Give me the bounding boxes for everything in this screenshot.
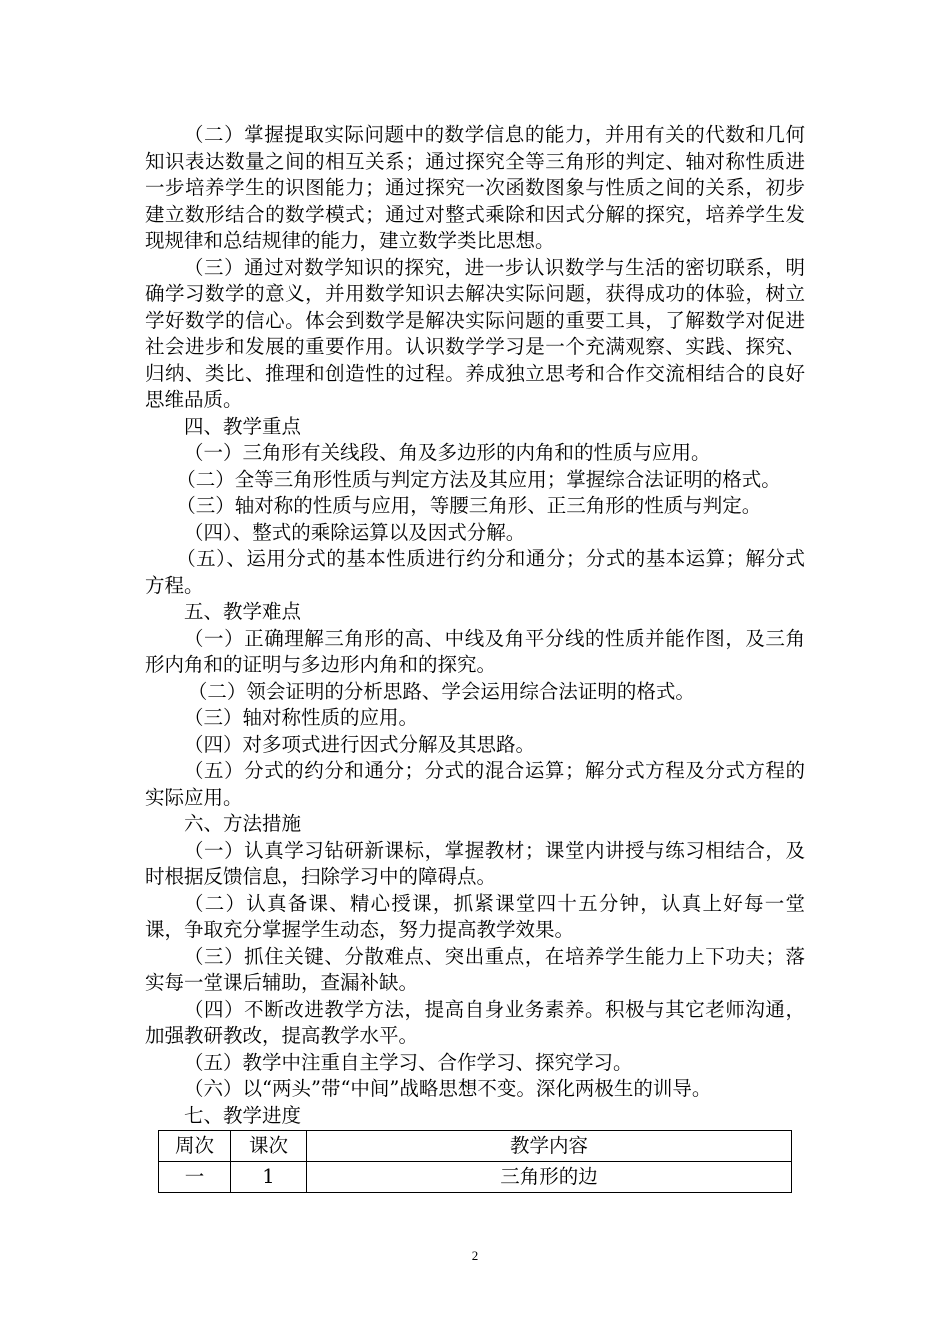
table-header-cell: 课次 [231, 1131, 307, 1162]
table-row [159, 1162, 792, 1193]
paragraph: （三）通过对数学知识的探究，进一步认识数学与生活的密切联系，明确学习数学的意义，并用数学知识去解决实际问题，获得成功的体验，树立学好数学的信心。体会到数学是解决实际问题的重要工具，了解数学对促进社会进步和发展的重要作用。认识数学学习是一个充满观察、实践、探究、归纳、类比、推理和创造性的过程。养成独立思考和合作交流相结合的良好思维品质。 [145, 255, 805, 411]
paragraph: （一）正确理解三角形的高、中线及角平分线的性质并能作图，及三角形内角和的证明与多边形内角和的探究。 [145, 626, 805, 676]
paragraph: （二）掌握提取实际问题中的数学信息的能力，并用有关的代数和几何知识表达数量之间的相互关系；通过探究全等三角形的判定、轴对称性质进一步培养学生的识图能力；通过探究一次函数图象与性质之间的关系，初步建立数形结合的数学模式；通过对整式乘除和因式分解的探究，培养学生发现规律和总结规律的能力，建立数学类比思想。 [145, 123, 805, 252]
paragraph: （三）轴对称性质的应用。 [184, 706, 419, 729]
paragraph: （二）全等三角形性质与判定方法及其应用；掌握综合法证明的格式。 [176, 467, 781, 491]
paragraph: （四）对多项式进行因式分解及其思路。 [184, 732, 536, 756]
paragraph: （二）认真备课、精心授课，抓紧课堂四十五分钟，认真上好每一堂课，争取充分掌握学生动态，努力提高教学效果。 [145, 891, 805, 941]
paragraph: （一）三角形有关线段、角及多边形的内角和的性质与应用。 [184, 441, 711, 464]
paragraph: （一）认真学习钻研新课标，掌握教材；课堂内讲授与练习相结合，及时根据反馈信息，扫除学习中的障碍点。 [145, 838, 805, 888]
table-cell: 三角形的边 [307, 1162, 792, 1193]
table-header-row [159, 1131, 792, 1162]
document-body [145, 122, 805, 1129]
paragraph: （五）分式的约分和通分；分式的混合运算；解分式方程及分式方程的实际应用。 [145, 759, 805, 809]
page-number: 2 [471, 1248, 479, 1263]
paragraph: （四）、整式的乘除运算以及因式分解。 [184, 520, 526, 544]
table-cell: 1 [231, 1162, 307, 1193]
section-heading: 七、教学进度 [184, 1103, 302, 1127]
paragraph: （四）不断改进教学方法，提高自身业务素养。积极与其它老师沟通，加强教研教改，提高教学水平。 [145, 997, 805, 1047]
paragraph: （二）领会证明的分析思路、学会运用综合法证明的格式。 [187, 679, 695, 703]
table-cell: 一 [159, 1162, 231, 1193]
section-heading: 五、教学难点 [184, 600, 302, 623]
section-heading: 六、方法措施 [184, 812, 302, 835]
section-heading: 四、教学重点 [184, 414, 302, 438]
teaching-schedule-table [158, 1130, 792, 1193]
table-header-cell: 教学内容 [307, 1131, 792, 1162]
paragraph: （三）抓住关键、分散难点、突出重点，在培养学生能力上下功夫；落实每一堂课后辅助，查漏补缺。 [145, 944, 805, 994]
paragraph: （六）以“两头”带“中间”战略思想不变。深化两极生的训导。 [184, 1077, 712, 1100]
paragraph: （五）教学中注重自主学习、合作学习、探究学习。 [184, 1050, 633, 1074]
paragraph: （五）、运用分式的基本性质进行约分和通分；分式的基本运算；解分式方程。 [145, 547, 805, 597]
paragraph: （三）轴对称的性质与应用，等腰三角形、正三角形的性质与判定。 [176, 494, 762, 517]
table-header-cell: 周次 [159, 1131, 231, 1162]
